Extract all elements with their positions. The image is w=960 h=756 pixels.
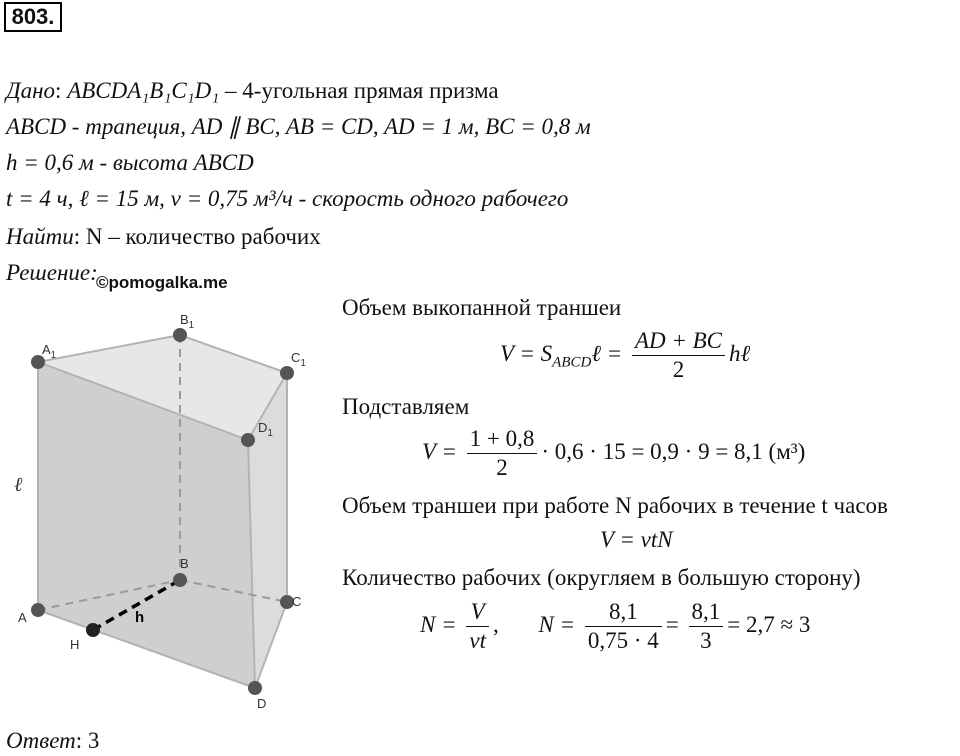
prism-name: ABCDA₁B₁C₁D₁ bbox=[67, 78, 220, 103]
vertex-b1 bbox=[173, 328, 187, 342]
label-edge-length: ℓ bbox=[14, 474, 23, 496]
vertex-a1 bbox=[31, 355, 45, 369]
solution-step-1: Объем выкопанной траншеи bbox=[342, 295, 622, 320]
formula-substitution: V = $\frac{1 + 0,8}{2}$ · 0,6 · 15 = 0,9 · 9 = 8,1 (м³) bbox=[422, 426, 806, 480]
vertex-d bbox=[248, 681, 262, 695]
solution-step-2: Подставляем bbox=[342, 394, 470, 419]
label-d: D bbox=[257, 696, 267, 711]
formula-work: V = vtN bbox=[600, 527, 673, 552]
label-a: A bbox=[18, 610, 27, 625]
formula-workers: N = $\frac{V}{vt}$ , N = $\frac{8,1}{0,75 \cdot 4}$ = $\frac{8,1}{3}$ = 2,7 ≈ 3 bbox=[420, 599, 811, 653]
label-h: H bbox=[70, 637, 80, 652]
label-b: B bbox=[180, 556, 189, 571]
point-h bbox=[86, 623, 100, 637]
vertex-b bbox=[173, 573, 187, 587]
prism-description: – 4-угольная прямая призма bbox=[219, 78, 499, 103]
label-height: h bbox=[135, 609, 145, 626]
given-label: Дано bbox=[6, 78, 56, 103]
problem-number: 803. bbox=[4, 2, 62, 32]
given-line-3: h = 0,6 м - высота ABCD bbox=[6, 150, 254, 175]
find-text: : N – количество рабочих bbox=[73, 224, 321, 249]
vertex-a bbox=[31, 603, 45, 617]
label-d1: $D_1$ bbox=[258, 420, 273, 439]
given-line-2: ABCD - трапеция, AD ∥ BC, AB = CD, AD = 1 м, BC = 0,8 м bbox=[6, 114, 591, 139]
answer-label: Ответ bbox=[6, 728, 76, 753]
given-line-1: Дано: ABCDA₁B₁C₁D₁ – 4-угольная прямая призма bbox=[6, 78, 499, 103]
fraction-numeric-1: $\frac{8,1}{0,75 \cdot 4}$ bbox=[585, 598, 662, 655]
fraction-substituted: $\frac{1 + 0,8}{2}$ bbox=[467, 425, 538, 482]
fraction-v-vt: $\frac{V}{vt}$ bbox=[466, 598, 489, 655]
answer-line bbox=[6, 726, 99, 756]
label-b1: $B_1$ bbox=[180, 312, 195, 331]
label-c: C bbox=[292, 594, 302, 609]
fraction-numeric-2: $\frac{8,1}{3}$ bbox=[689, 598, 724, 655]
solution-label: Решение: bbox=[6, 260, 98, 285]
vertex-c1 bbox=[280, 366, 294, 380]
prism-figure bbox=[0, 300, 340, 720]
answer-value: : 3 bbox=[75, 728, 100, 753]
find-label: Найти bbox=[6, 224, 74, 249]
label-a1: $A_1$ bbox=[42, 342, 57, 361]
solution-step-4: Количество рабочих (округляем в большую сторону) bbox=[342, 565, 861, 590]
find-line bbox=[6, 222, 321, 252]
formula-volume: $V = S_{ABCD}\ell$ = $\frac{AD + BC}{2}$ hℓ bbox=[500, 328, 751, 382]
given-line-4: t = 4 ч, ℓ = 15 м, v = 0,75 м³/ч - скорость одного рабочего bbox=[6, 186, 569, 211]
fraction-ad-bc: $\frac{AD + BC}{2}$ bbox=[632, 327, 725, 384]
watermark: ©pomogalka.me bbox=[96, 273, 228, 292]
vertex-d1 bbox=[241, 433, 255, 447]
solution-step-3: Объем траншеи при работе N рабочих в течение t часов bbox=[342, 493, 888, 518]
label-c1: $C_1$ bbox=[291, 350, 306, 369]
